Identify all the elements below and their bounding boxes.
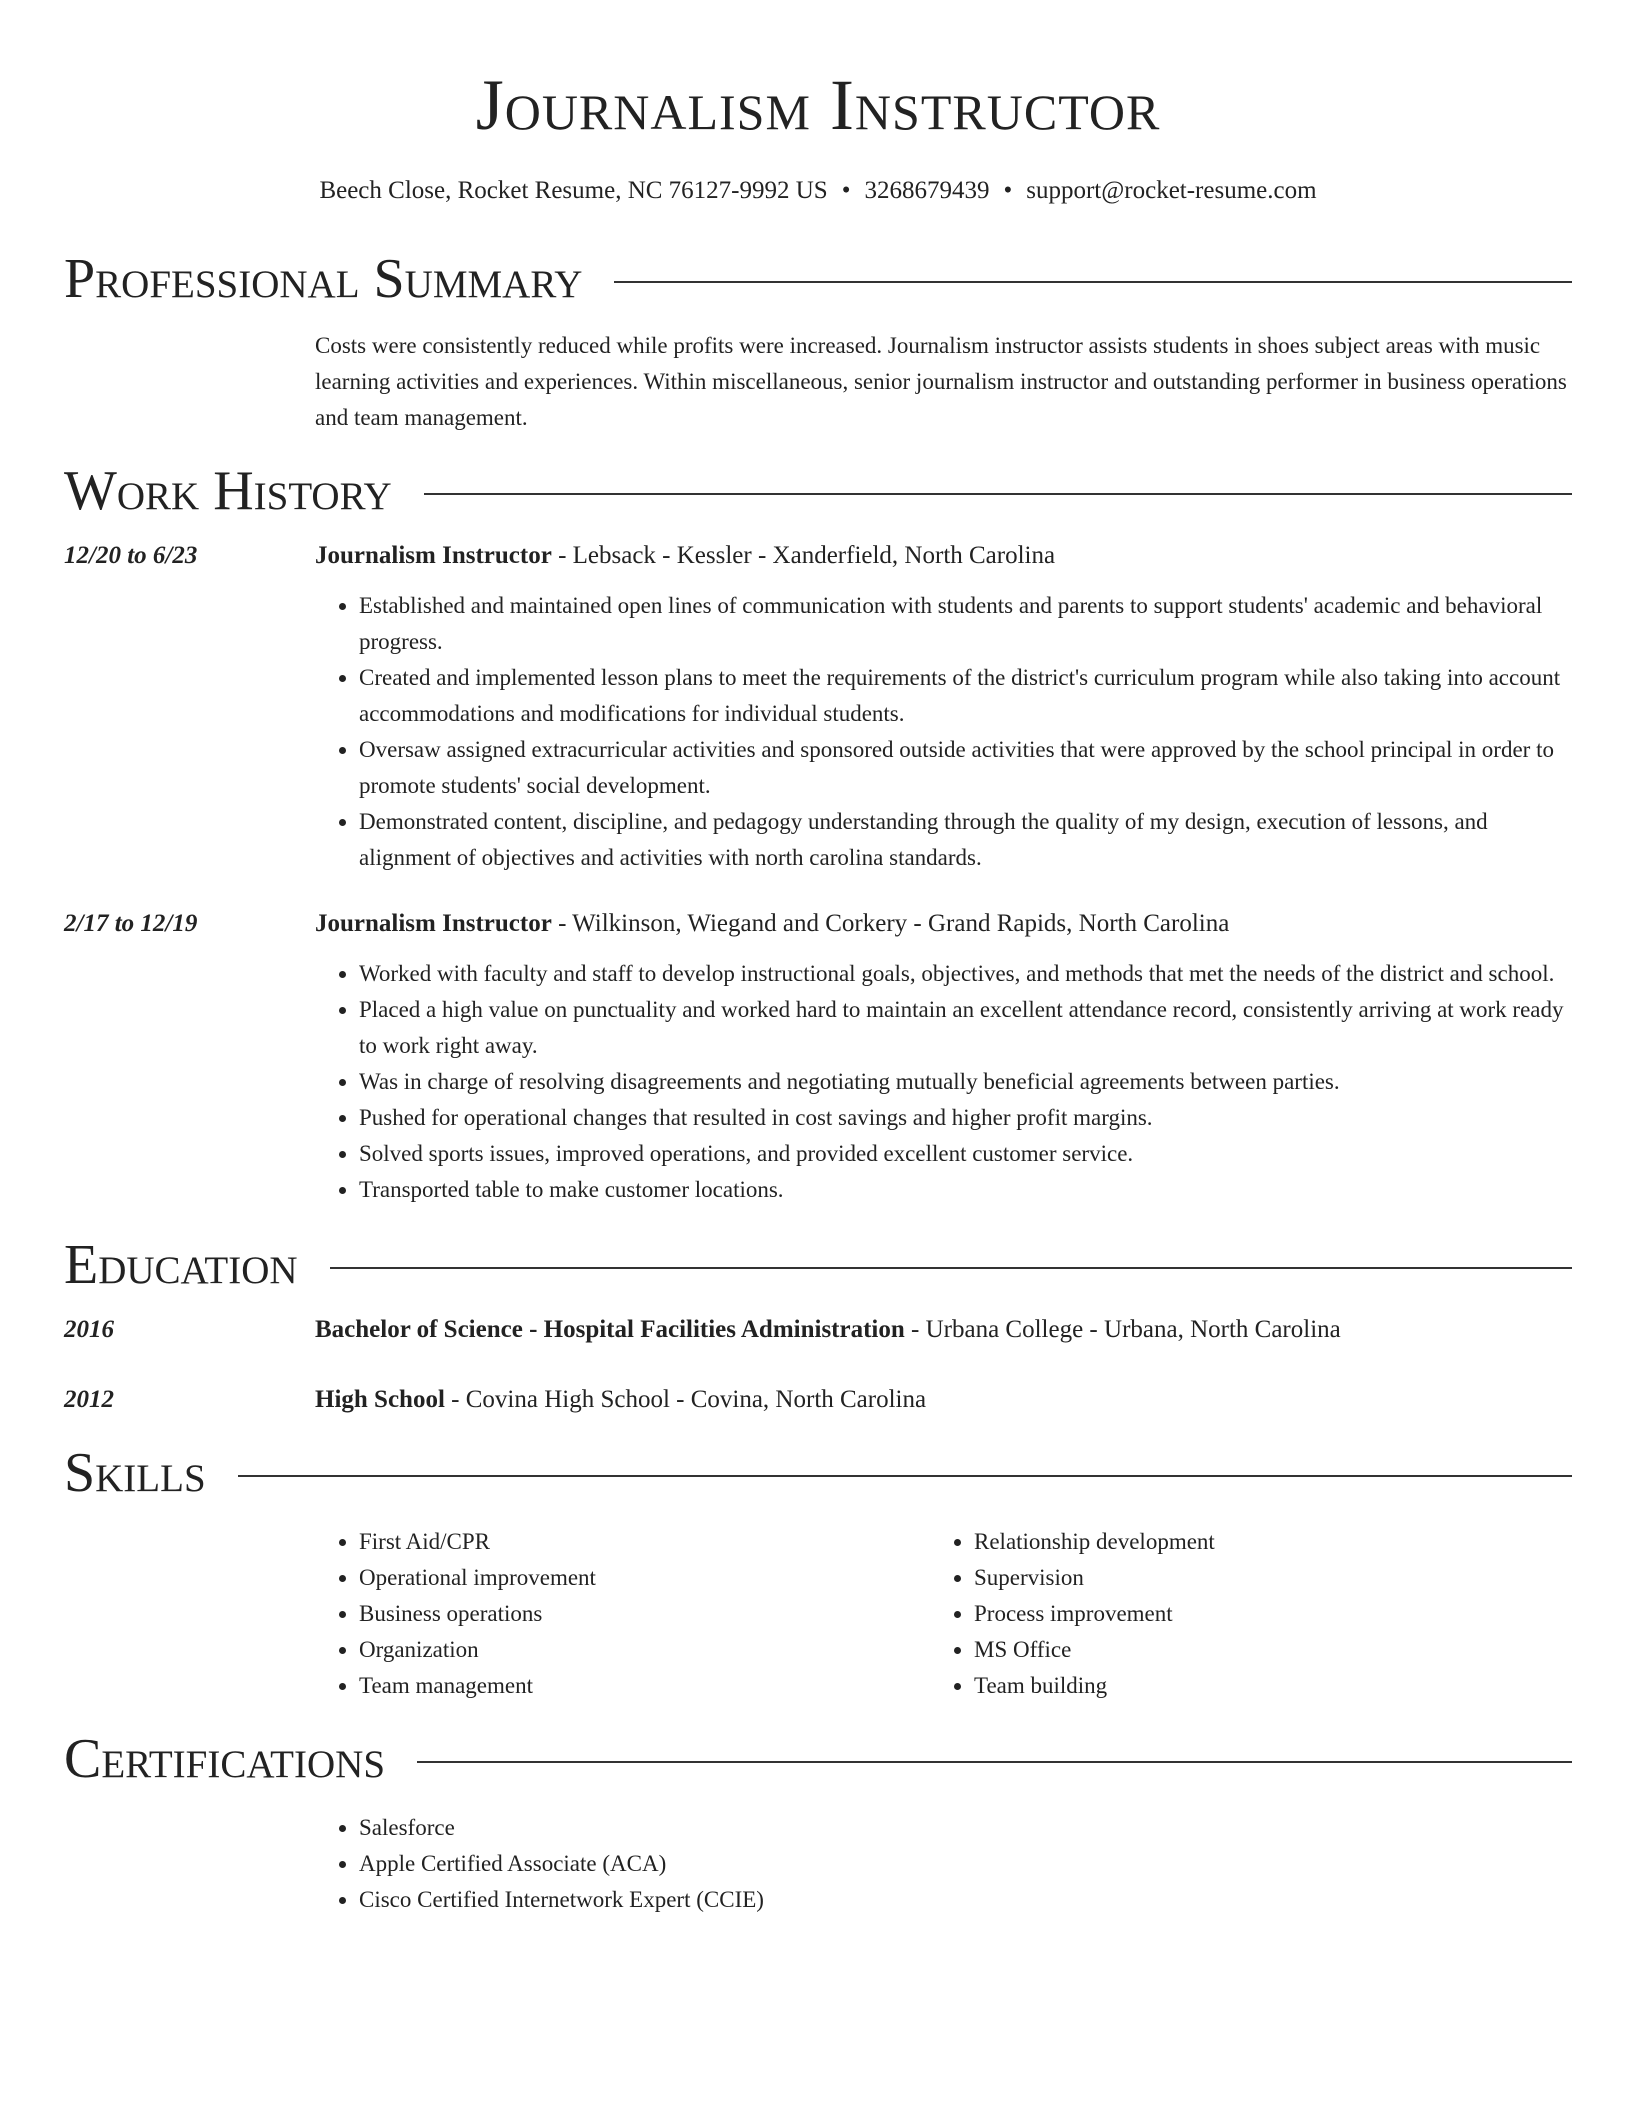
skill-item: • MS Office bbox=[974, 1632, 1545, 1668]
certifications-heading: Certifications bbox=[64, 1728, 386, 1790]
certification-item: • Apple Certified Associate (ACA) bbox=[359, 1846, 1572, 1882]
section-divider bbox=[238, 1475, 1572, 1477]
job-bullets bbox=[315, 588, 1572, 876]
education-year: 2012 bbox=[64, 1386, 114, 1413]
skills-columns bbox=[315, 1524, 1572, 1704]
certifications-spacer bbox=[64, 1810, 315, 1918]
job-entry bbox=[64, 906, 1572, 1208]
job-bullet: • Demonstrated content, discipline, and pedagogy understanding through the quality of my design, execution of lessons, and alignment of objectives and activities with north carolina standards. bbox=[359, 804, 1572, 876]
education-entry bbox=[64, 1312, 1572, 1348]
work-heading: Work History bbox=[64, 460, 392, 522]
job-bullet: • Solved sports issues, improved operations, and provided excellent customer service. bbox=[359, 1136, 1572, 1172]
certifications-list bbox=[315, 1810, 1572, 1918]
job-title-line bbox=[315, 906, 1572, 942]
job-title: Journalism Instructor bbox=[315, 910, 552, 937]
education-degree: High School bbox=[315, 1386, 445, 1413]
job-body bbox=[315, 906, 1572, 1208]
skills-list-right bbox=[930, 1524, 1545, 1704]
skill-item: • Team management bbox=[359, 1668, 930, 1704]
job-title-line bbox=[315, 538, 1572, 574]
contact-line bbox=[64, 174, 1572, 208]
certifications-row bbox=[64, 1810, 1572, 1918]
education-body bbox=[315, 1382, 1572, 1418]
job-details: - Wilkinson, Wiegand and Corkery - Grand Rapids, North Carolina bbox=[551, 910, 1230, 937]
job-bullet: • Was in charge of resolving disagreements and negotiating mutually beneficial agreements between parties. bbox=[359, 1064, 1572, 1100]
skills-spacer bbox=[64, 1524, 315, 1704]
summary-spacer bbox=[64, 328, 315, 436]
contact-phone: 3268679439 bbox=[864, 177, 990, 204]
summary-text: Costs were consistently reduced while profits were increased. Journalism instructor assists students in shoes subject areas with music learning activities and experiences. Within miscellaneous, senior journalism instructor and outstanding performer in business operations and team management. bbox=[315, 333, 1567, 430]
certification-item: • Salesforce bbox=[359, 1810, 1572, 1846]
summary-heading: Professional Summary bbox=[64, 248, 583, 310]
education-entry bbox=[64, 1382, 1572, 1418]
section-divider bbox=[424, 493, 1572, 495]
resume-name: Journalism Instructor bbox=[475, 65, 1161, 145]
skill-item: • Relationship development bbox=[974, 1524, 1545, 1560]
work-section-header bbox=[64, 458, 1572, 524]
summary-section-header bbox=[64, 246, 1572, 312]
contact-address: Beech Close, Rocket Resume, NC 76127-9992 US bbox=[319, 177, 828, 204]
certifications-body bbox=[315, 1810, 1572, 1918]
job-bullet: • Transported table to make customer locations. bbox=[359, 1172, 1572, 1208]
job-details: - Lebsack - Kessler - Xanderfield, North Carolina bbox=[551, 542, 1056, 569]
contact-email: support@rocket-resume.com bbox=[1026, 177, 1317, 204]
contact-separator: • bbox=[841, 177, 851, 204]
contact-separator: • bbox=[1003, 177, 1013, 204]
skill-item: • Organization bbox=[359, 1632, 930, 1668]
section-divider bbox=[330, 1267, 1572, 1269]
education-degree: Bachelor of Science - Hospital Facilities Administration bbox=[315, 1316, 905, 1343]
education-details: - Covina High School - Covina, North Carolina bbox=[444, 1386, 927, 1413]
section-divider bbox=[614, 281, 1572, 283]
education-year: 2016 bbox=[64, 1316, 114, 1343]
job-bullet: • Oversaw assigned extracurricular activities and sponsored outside activities that were approved by the school principal in order to promote students' social development. bbox=[359, 732, 1572, 804]
job-bullet: • Pushed for operational changes that resulted in cost savings and higher profit margins. bbox=[359, 1100, 1572, 1136]
job-body bbox=[315, 538, 1572, 876]
skill-item: • Supervision bbox=[974, 1560, 1545, 1596]
skills-section-header bbox=[64, 1440, 1572, 1506]
skill-item: • Team building bbox=[974, 1668, 1545, 1704]
job-bullet: • Established and maintained open lines of communication with students and parents to support students' academic and behavioral progress. bbox=[359, 588, 1572, 660]
job-dates: 12/20 to 6/23 bbox=[64, 542, 198, 569]
summary-row bbox=[64, 328, 1572, 436]
education-section-header bbox=[64, 1232, 1572, 1298]
skill-item: • First Aid/CPR bbox=[359, 1524, 930, 1560]
skill-item: • Business operations bbox=[359, 1596, 930, 1632]
skill-item: • Process improvement bbox=[974, 1596, 1545, 1632]
education-details: - Urbana College - Urbana, North Carolina bbox=[904, 1316, 1341, 1343]
resume-page bbox=[64, 0, 1572, 1918]
skills-list-left bbox=[315, 1524, 930, 1704]
skill-item: • Operational improvement bbox=[359, 1560, 930, 1596]
certification-item: • Cisco Certified Internetwork Expert (CCIE) bbox=[359, 1882, 1572, 1918]
certifications-section-header bbox=[64, 1726, 1572, 1792]
section-divider bbox=[417, 1761, 1572, 1763]
job-bullets bbox=[315, 956, 1572, 1208]
skills-heading: Skills bbox=[64, 1442, 206, 1504]
skills-row bbox=[64, 1524, 1572, 1704]
job-title: Journalism Instructor bbox=[315, 542, 552, 569]
job-bullet: • Placed a high value on punctuality and worked hard to maintain an excellent attendance record, consistently arriving at work ready to work right away. bbox=[359, 992, 1572, 1064]
education-heading: Education bbox=[64, 1234, 298, 1296]
job-bullet: • Created and implemented lesson plans to meet the requirements of the district's curriculum program while also taking into account accommodations and modifications for individual students. bbox=[359, 660, 1572, 732]
education-body bbox=[315, 1312, 1572, 1348]
job-dates: 2/17 to 12/19 bbox=[64, 910, 198, 937]
job-bullet: • Worked with faculty and staff to develop instructional goals, objectives, and methods that met the needs of the district and school. bbox=[359, 956, 1572, 992]
job-entry bbox=[64, 538, 1572, 876]
